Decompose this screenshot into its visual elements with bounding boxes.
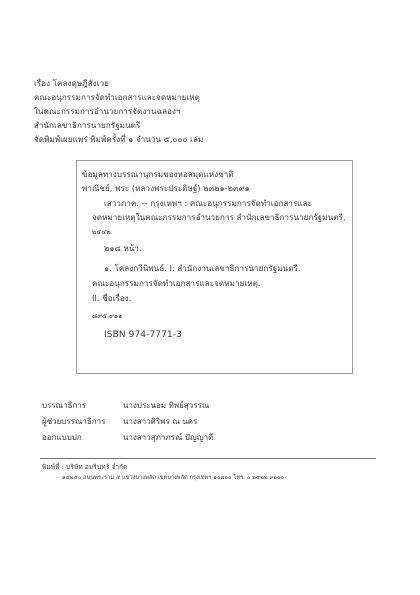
credit-name-assistant: นางสาวศิริพร ณ นคร (123, 417, 198, 426)
catalog-classification: ๘๙๕.๙๑๑ (92, 312, 123, 320)
title-line-4: สำนักเลขาธิการนายกรัฐมนตรี (34, 121, 141, 130)
credit-name-cover: นางสาวสุภาภรณ์ ปัญญาดี (123, 433, 214, 442)
catalog-subject-1: ๑. โคลงกวีนิพนธ์. I. สำนักงานเลขาธิการนายกรัฐมนตรี. (104, 264, 301, 273)
catalog-subject-3: II. ชื่อเรื่อง. (92, 294, 132, 303)
title-line-3: ในคณะกรรมการอำนวยการจัดงานฉลองฯ (34, 107, 181, 116)
catalog-author: พาณิชย์, พระ (หลวงพระประดิษฐ์) ๒๓๒๑-๒๓๙๑ (82, 184, 250, 193)
credit-name-editor: นางประนอม ทิพย์สุวรรณ (123, 401, 210, 410)
credit-label-editor: บรรณาธิการ (42, 401, 87, 410)
divider (40, 458, 376, 459)
title-line-2: คณะอนุกรรมการจัดทำเอกสารและจดหมายเหตุ (34, 93, 200, 102)
printer-address: ๑๔๒๕๐ ถนนพระราม ๕ แขวงบางพลัด เขตบางพลัด กรุงเทพฯ ๑๐๗๐๐ โทร. ๐ ๒๔๒๒ ๙๐๐๐ (62, 475, 285, 481)
catalog-subject-2: คณะอนุกรรมการจัดทำเอกสารและจดหมายเหตุ. (92, 279, 261, 288)
catalog-isbn: ISBN 974-7771-3 (104, 330, 182, 340)
catalog-imprint-2: จดหมายเหตุในคณะกรรมการอำนวยการ สำนักเลขาธิการนายกรัฐมนตรี, (92, 213, 346, 222)
printer-name: พิมพ์ที่ : บริษัท อมรินทร์ จำกัด (42, 463, 128, 471)
catalog-heading: ข้อมูลทางบรรณานุกรมของหอสมุดแห่งชาติ (82, 170, 234, 179)
title-line-1: เรื่อง โคลงดุษฎีสังเวย (34, 79, 109, 88)
catalog-year: ๒๕๔๒. (92, 228, 113, 236)
catalog-imprint-1: เสาวภาค. -- กรุงเทพฯ : คณะอนุกรรมการจัดทำเอกสารและ (104, 199, 313, 208)
credit-label-cover: ออกแบบปก (42, 433, 82, 442)
credit-label-assistant: ผู้ช่วยบรรณาธิการ (42, 417, 106, 426)
title-line-5: จัดพิมพ์เผยแพร่ พิมพ์ครั้งที่ ๑ จำนวน ๕,๐๐๐ เล่ม (34, 135, 204, 144)
catalog-pages: ๒๑๘ หน้า. (104, 244, 142, 253)
